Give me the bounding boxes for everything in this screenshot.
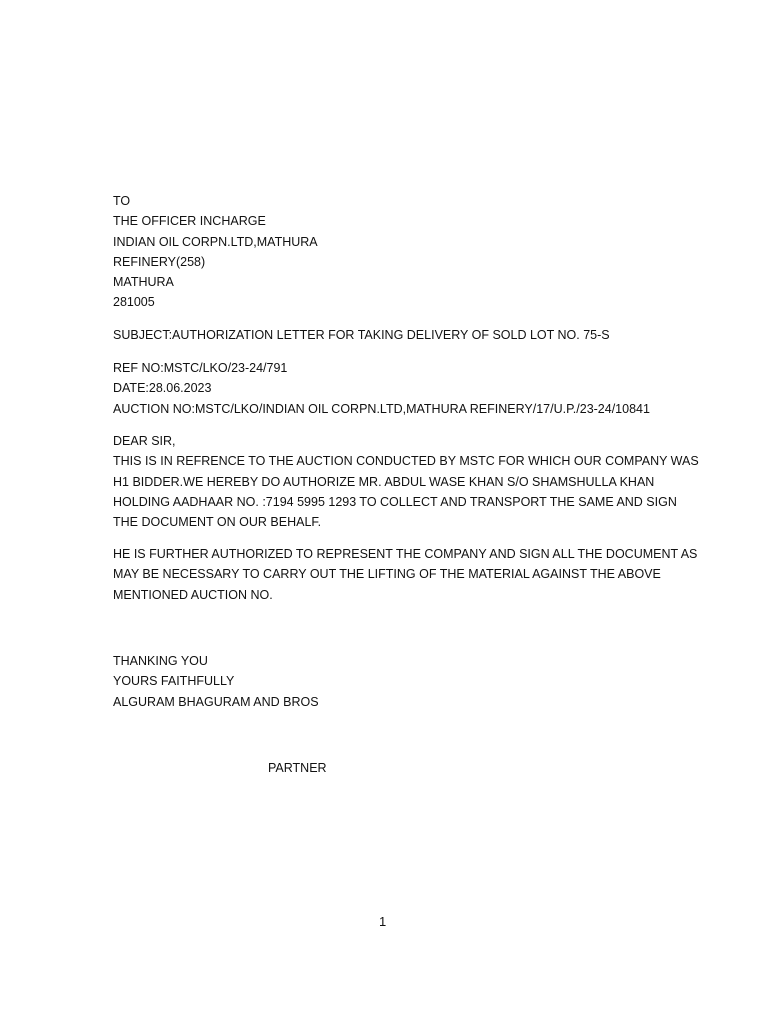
paragraph-2-line: MENTIONED AUCTION NO. xyxy=(113,587,273,602)
address-to: TO xyxy=(113,194,131,208)
letter-paragraph-2 xyxy=(113,544,698,605)
address-pincode: 281005 xyxy=(113,295,155,310)
closing-company: ALGURAM BHAGURAM AND BROS xyxy=(113,694,319,709)
subject-line xyxy=(113,325,673,345)
closing-thanks: THANKING YOU xyxy=(113,654,208,668)
subject-text: SUBJECT:AUTHORIZATION LETTER FOR TAKING DELIVERY OF SOLD LOT NO. 75-S xyxy=(113,328,610,342)
salutation: DEAR SIR, xyxy=(113,434,176,448)
recipient-address xyxy=(113,191,673,313)
paragraph-1-line: THIS IS IN REFRENCE TO THE AUCTION CONDUCTED BY MSTC FOR WHICH OUR COMPANY WAS xyxy=(113,454,699,469)
signatory-designation: PARTNER xyxy=(268,761,327,775)
address-company: INDIAN OIL CORPN.LTD,MATHURA xyxy=(113,234,318,249)
paragraph-1-line: H1 BIDDER.WE HEREBY DO AUTHORIZE MR. ABDUL WASE KHAN S/O SHAMSHULLA KHAN xyxy=(113,474,655,489)
paragraph-1-line: THE DOCUMENT ON OUR BEHALF. xyxy=(113,515,322,530)
reference-details xyxy=(113,358,673,419)
reference-number: REF NO:MSTC/LKO/23-24/791 xyxy=(113,361,288,375)
closing-yours: YOURS FAITHFULLY xyxy=(113,674,235,689)
auction-number: AUCTION NO:MSTC/LKO/INDIAN OIL CORPN.LTD,MATHURA REFINERY/17/U.P./23-24/10841 xyxy=(113,401,650,416)
letter-date: DATE:28.06.2023 xyxy=(113,381,212,396)
paragraph-2-line: MAY BE NECESSARY TO CARRY OUT THE LIFTING OF THE MATERIAL AGAINST THE ABOVE xyxy=(113,567,661,582)
closing-block xyxy=(113,651,673,712)
paragraph-1-line: HOLDING AADHAAR NO. :7194 5995 1293 TO COLLECT AND TRANSPORT THE SAME AND SIGN xyxy=(113,494,677,509)
paragraph-2-line: HE IS FURTHER AUTHORIZED TO REPRESENT THE COMPANY AND SIGN ALL THE DOCUMENT AS xyxy=(113,547,698,561)
address-refinery: REFINERY(258) xyxy=(113,254,206,269)
letter-paragraph-1 xyxy=(113,431,699,532)
page-number: 1 xyxy=(379,914,387,929)
address-city: MATHURA xyxy=(113,275,174,290)
address-officer: THE OFFICER INCHARGE xyxy=(113,214,266,229)
